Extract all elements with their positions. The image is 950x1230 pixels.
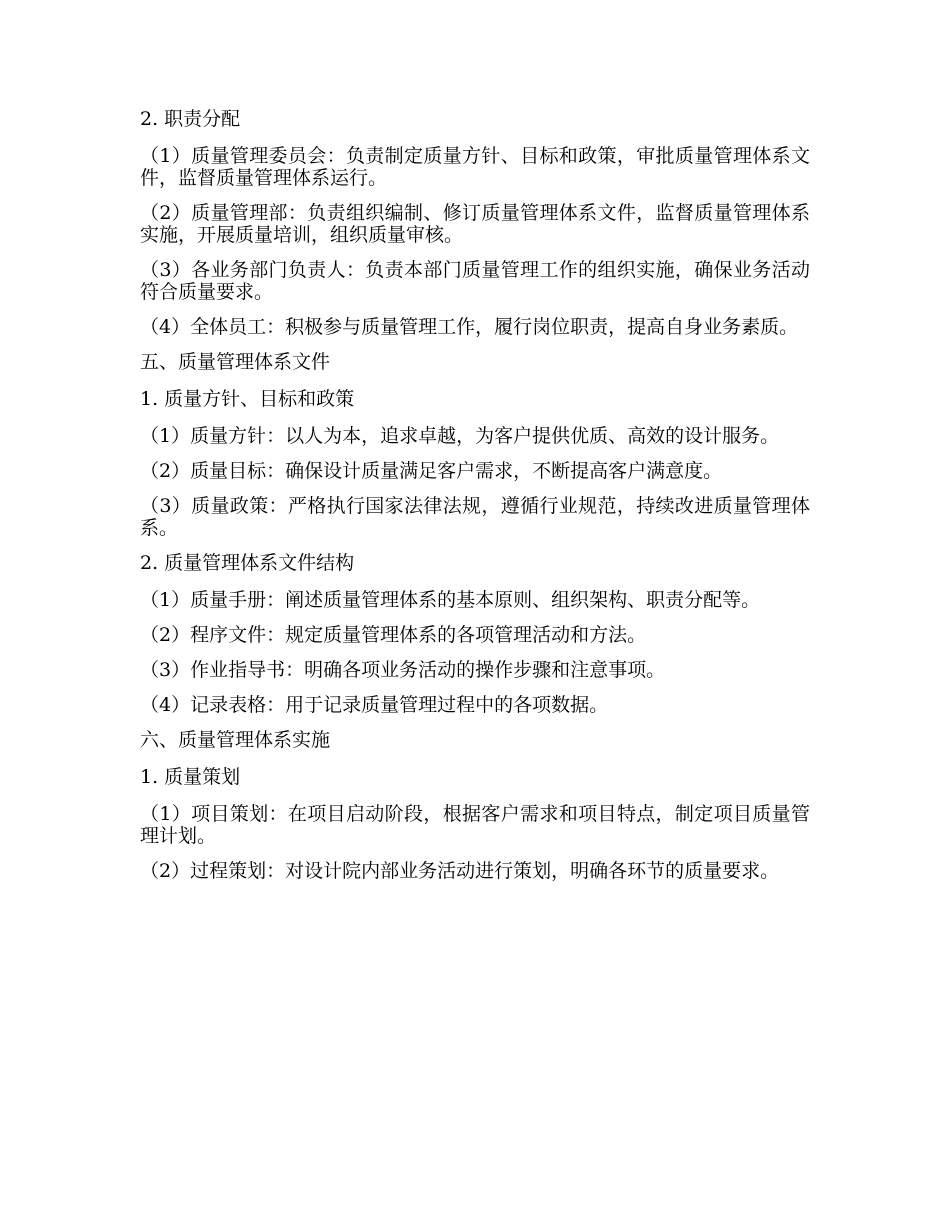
paragraph-work-instructions: （3）作业指导书：明确各项业务活动的操作步骤和注意事项。 [140,659,666,681]
paragraph-quality-objective: （2）质量目标：确保设计质量满足客户需求，不断提高客户满意度。 [140,460,723,482]
paragraph-procedure-documents: （2）程序文件：规定质量管理体系的各项管理活动和方法。 [140,624,647,646]
paragraph-quality-manual: （1）质量手册：阐述质量管理体系的基本原则、组织架构、职责分配等。 [140,589,761,611]
section-heading-document-structure: 2. 质量管理体系文件结构 [140,552,355,574]
paragraph-project-planning: （1）项目策划：在项目启动阶段，根据客户需求和项目特点，制定项目质量管理计划。 [140,803,810,847]
chapter-heading-system-documents: 五、质量管理体系文件 [140,351,331,373]
document-page [140,108,810,895]
paragraph-quality-rules: （3）质量政策：严格执行国家法律法规，遵循行业规范，持续改进质量管理体系。 [140,495,810,539]
paragraph-process-planning: （2）过程策划：对设计院内部业务活动进行策划，明确各环节的质量要求。 [140,860,780,882]
paragraph-quality-department: （2）质量管理部：负责组织编制、修订质量管理体系文件，监督质量管理体系实施，开展质量培训，组织质量审核。 [140,202,810,246]
paragraph-department-heads: （3）各业务部门负责人：负责本部门质量管理工作的组织实施，确保业务活动符合质量要求。 [140,259,810,303]
section-heading-policy-objectives: 1. 质量方针、目标和政策 [140,388,355,410]
paragraph-quality-committee: （1）质量管理委员会：负责制定质量方针、目标和政策，审批质量管理体系文件，监督质量管理体系运行。 [140,145,810,189]
paragraph-record-forms: （4）记录表格：用于记录质量管理过程中的各项数据。 [140,694,609,716]
paragraph-all-staff: （4）全体员工：积极参与质量管理工作，履行岗位职责，提高自身业务素质。 [140,316,799,338]
section-heading-quality-planning: 1. 质量策划 [140,766,241,788]
paragraph-quality-policy: （1）质量方针：以人为本，追求卓越，为客户提供优质、高效的设计服务。 [140,425,780,447]
chapter-heading-system-implementation: 六、质量管理体系实施 [140,729,331,751]
section-heading-duty-assignment: 2. 职责分配 [140,108,241,130]
